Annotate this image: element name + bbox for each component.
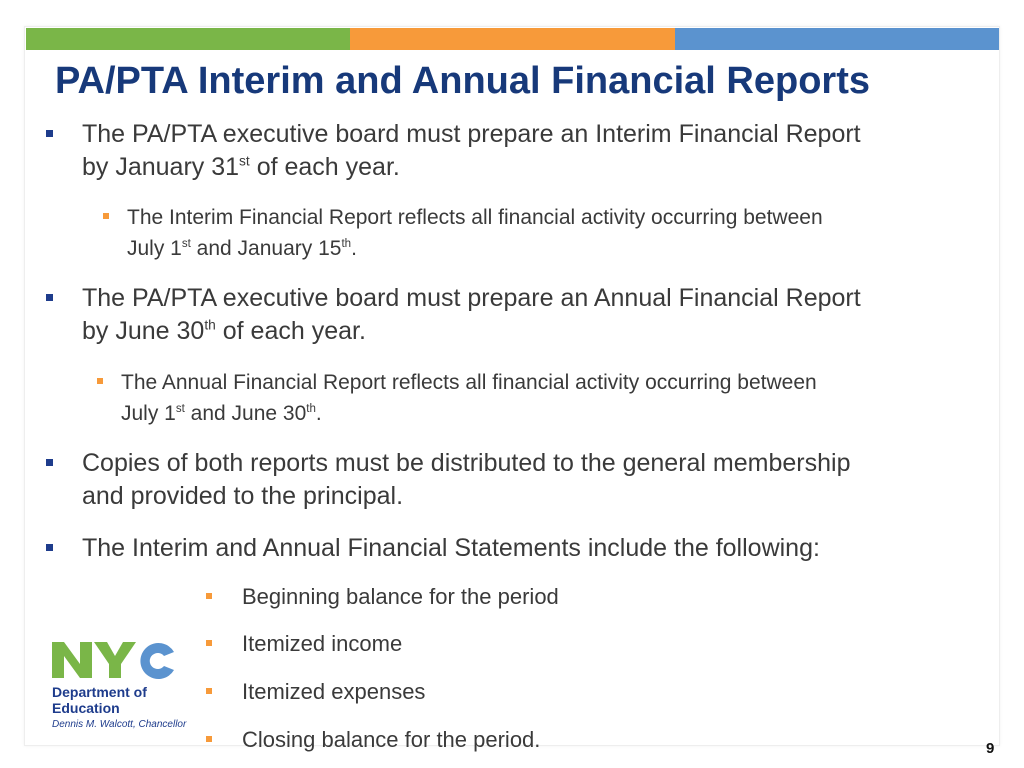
list-item-text: Beginning balance for the period [242,584,559,609]
superscript: st [181,238,191,250]
bullet-annual-report [82,282,992,348]
superscript: th [204,317,216,333]
slide-title: PA/PTA Interim and Annual Financial Reports [55,60,870,102]
bullet-text-line1: Copies of both reports must be distributed to the general membership [82,449,851,477]
list-item-text: Itemized expenses [242,679,426,704]
bullet-interim-report [82,118,992,184]
page-number: 9 [986,740,995,757]
bullet-text-line2: and provided to the principal. [82,482,404,510]
superscript: st [175,403,185,415]
text-segment: by January 31 [82,153,240,181]
bullet-text-line1: The PA/PTA executive board must prepare an Annual Financial Report [82,284,861,312]
text-segment: July 1 [121,402,176,425]
square-bullet-icon [46,294,53,301]
sub-bullet-line2 [127,233,1007,264]
superscript: th [306,403,316,415]
sub-bullet-line1: The Annual Financial Report reflects all financial activity occurring between [121,371,817,394]
sub-bullet-line2 [121,398,1001,429]
square-bullet-icon [46,544,53,551]
logo-department-text: Department of Education [52,684,147,716]
sub-bullet-annual-period [121,367,1001,429]
sub-bullet-line1: The Interim Financial Report reflects all financial activity occurring between [127,206,823,229]
square-bullet-icon [206,593,212,599]
square-bullet-icon [97,378,103,384]
square-bullet-icon [46,459,53,466]
sub-bullet-interim-period [127,202,1007,264]
square-bullet-icon [103,213,109,219]
text-segment: by June 30 [82,317,205,345]
list-item-text: Closing balance for the period. [242,727,541,752]
bullet-statement-contents [82,532,992,565]
superscript: th [341,238,352,250]
list-item-itemized-expenses [242,677,842,707]
square-bullet-icon [206,688,212,694]
bullet-text-line1: The Interim and Annual Financial Statements include the following: [82,534,820,562]
text-segment: and January 15 [190,237,342,260]
square-bullet-icon [46,130,53,137]
square-bullet-icon [206,640,212,646]
text-segment: . [351,237,357,260]
bullet-distribution [82,447,992,513]
list-item-itemized-income [242,629,842,659]
text-segment: . [315,402,322,425]
bullet-text-line1: The PA/PTA executive board must prepare an Interim Financial Report [82,120,861,148]
list-item-text: Itemized income [242,631,403,656]
bullet-text-line2 [82,151,992,184]
text-segment: July 1 [127,237,182,260]
text-segment: of each year. [249,153,400,181]
text-segment: of each year. [215,317,366,345]
logo-chancellor-text: Dennis M. Walcott, Chancellor [52,719,187,730]
list-item-closing-balance [242,725,842,755]
superscript: st [239,153,250,169]
square-bullet-icon [206,736,212,742]
bullet-text-line2 [82,315,992,348]
list-item-beginning-balance [242,582,842,612]
text-segment: and June 30 [184,402,307,425]
